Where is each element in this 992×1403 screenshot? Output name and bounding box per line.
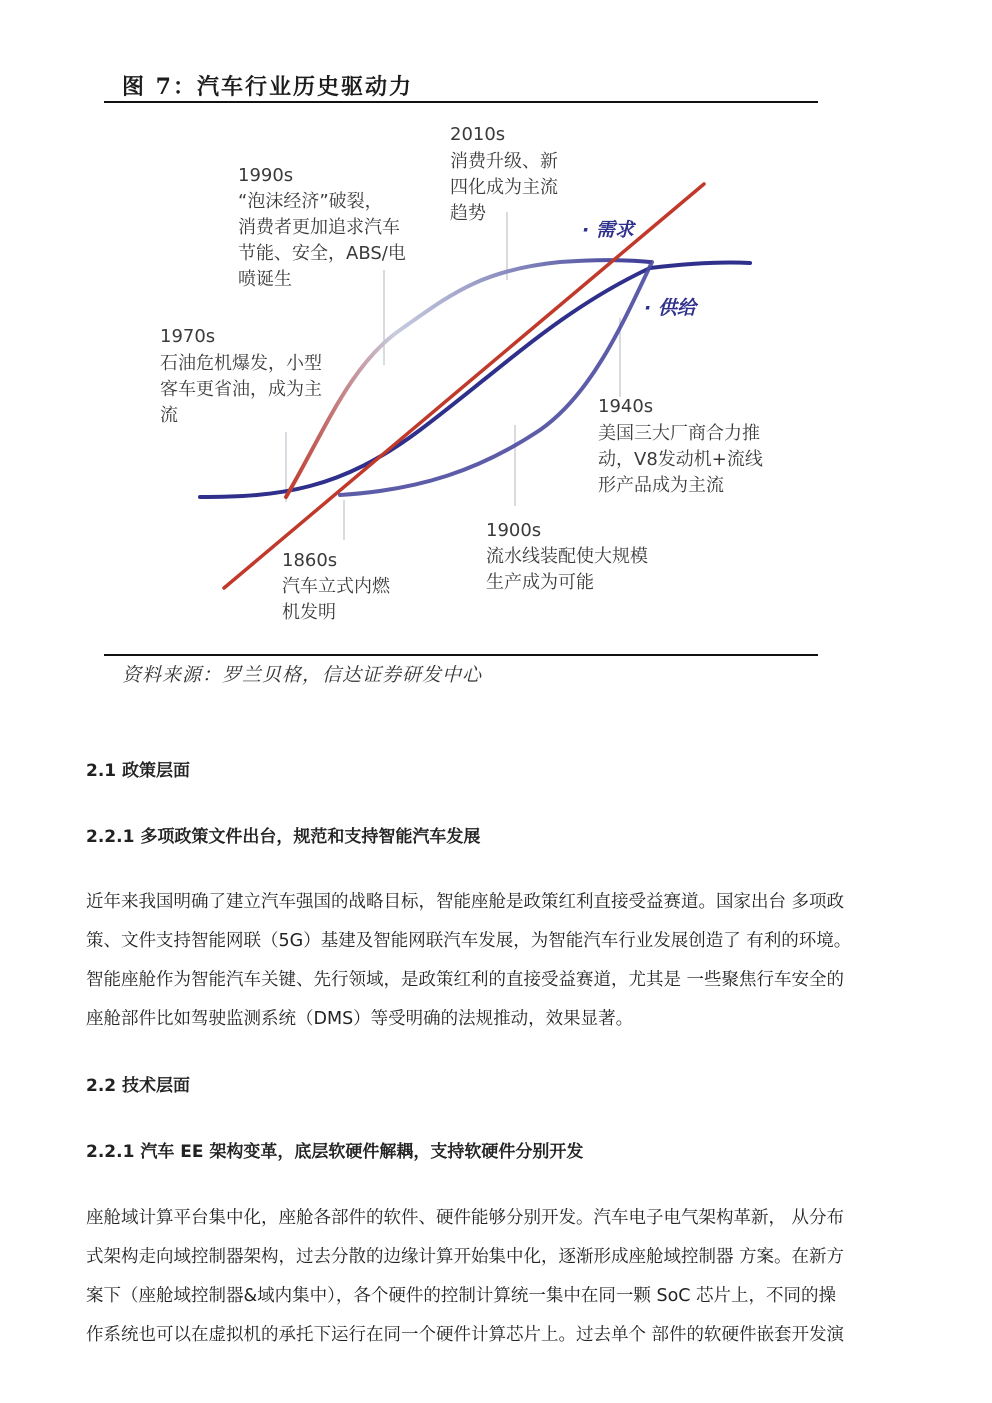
annotation-line: 动，V8发动机+流线 bbox=[598, 449, 763, 470]
annotation-1940s bbox=[598, 396, 763, 496]
annotation-year: 1990s bbox=[238, 165, 294, 186]
annotation-line: 流水线装配使大规模 bbox=[486, 546, 648, 567]
annotation-year: 1940s bbox=[598, 396, 654, 417]
subsection-heading-ee-architecture: 2.2.1 汽车 EE 架构变革，底层软硬件解耦，支持软硬件分别开发 bbox=[86, 1142, 584, 1162]
paragraph-line: 座舱域计算平台集中化，座舱各部件的软件、硬件能够分别开发。汽车电子电气架构革新， 从分布 bbox=[86, 1208, 845, 1228]
annotation-line: 石油危机爆发，小型 bbox=[160, 353, 322, 374]
annotation-line: 客车更省油，成为主 bbox=[160, 379, 322, 400]
annotation-1990s bbox=[238, 165, 406, 290]
annotation-line: 喷诞生 bbox=[238, 269, 292, 290]
paragraph-line: 式架构走向域控制器架构，过去分散的边缘计算开始集中化，逐渐形成座舱域控制器 方案。在新方 bbox=[86, 1247, 845, 1267]
annotation-line: 消费升级、新 bbox=[450, 151, 558, 172]
driving-force-diagram bbox=[104, 110, 818, 650]
annotation-line: 四化成为主流 bbox=[450, 177, 558, 198]
annotation-year: 1860s bbox=[282, 550, 338, 571]
paragraph-line: 案下（座舱域控制器&域内集中），各个硬件的控制计算统一集中在同一颗 SoC 芯片上，不同的操 bbox=[86, 1286, 837, 1306]
section-heading-tech: 2.2 技术层面 bbox=[86, 1076, 191, 1096]
annotation-year: 2010s bbox=[450, 124, 506, 145]
annotation-line: “泡沫经济”破裂， bbox=[238, 191, 383, 212]
paragraph-line: 座舱部件比如驾驶监测系统（DMS）等受明确的法规推动，效果显著。 bbox=[86, 1009, 634, 1029]
paragraph-line: 策、文件支持智能网联（5G）基建及智能网联汽车发展，为智能汽车行业发展创造了 有利的环境。 bbox=[86, 931, 852, 951]
paragraph-line: 智能座舱作为智能汽车关键、先行领域，是政策红利的直接受益赛道，尤其是 一些聚焦行车安全的 bbox=[86, 970, 845, 990]
annotation-line: 趋势 bbox=[450, 203, 486, 224]
annotation-year: 1900s bbox=[486, 520, 542, 541]
annotation-2010s bbox=[450, 124, 558, 224]
annotation-line: 流 bbox=[160, 405, 178, 426]
annotation-line: 美国三大厂商合力推 bbox=[598, 423, 760, 444]
annotation-line: 节能、安全，ABS/电 bbox=[238, 243, 406, 264]
demand-label: · 需求 bbox=[582, 219, 634, 241]
figure-source: 资料来源：罗兰贝格，信达证券研发中心 bbox=[122, 664, 483, 686]
annotation-line: 机发明 bbox=[282, 602, 336, 623]
subsection-heading-policy-docs: 2.2.1 多项政策文件出台，规范和支持智能汽车发展 bbox=[86, 827, 481, 847]
figure-top-rule bbox=[104, 101, 818, 103]
annotation-1900s bbox=[486, 520, 648, 593]
annotation-line: 生产成为可能 bbox=[486, 572, 594, 593]
paragraph-line: 近年来我国明确了建立汽车强国的战略目标，智能座舱是政策红利直接受益赛道。国家出台 多项政 bbox=[86, 892, 845, 912]
paragraph-line: 作系统也可以在虚拟机的承托下运行在同一个硬件计算芯片上。过去单个 部件的软硬件嵌套开发演 bbox=[86, 1325, 845, 1345]
annotation-1860s bbox=[282, 550, 391, 623]
annotation-year: 1970s bbox=[160, 326, 216, 347]
figure-title: 图 7：汽车行业历史驱动力 bbox=[122, 74, 413, 100]
annotation-1970s bbox=[160, 326, 322, 426]
annotation-line: 形产品成为主流 bbox=[598, 475, 724, 496]
figure-bottom-rule bbox=[104, 654, 818, 656]
annotation-line: 消费者更加追求汽车 bbox=[238, 217, 400, 238]
section-heading-policy: 2.1 政策层面 bbox=[86, 761, 191, 781]
supply-label: · 供给 bbox=[644, 297, 696, 319]
annotation-line: 汽车立式内燃 bbox=[282, 576, 390, 597]
